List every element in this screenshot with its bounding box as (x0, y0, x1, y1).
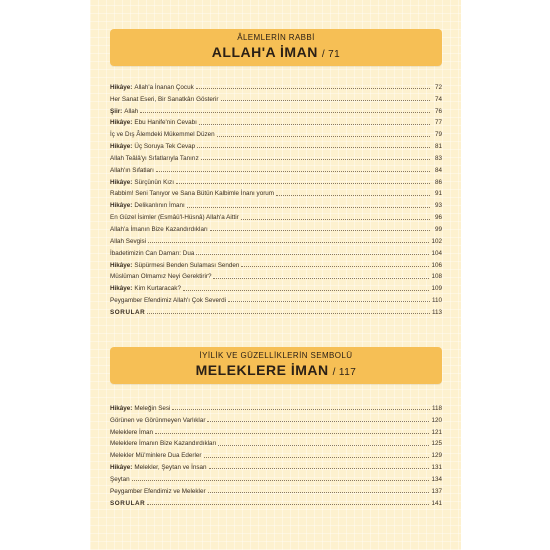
dot-leader (221, 100, 431, 101)
toc-entry-page: 118 (431, 404, 442, 412)
toc-entry-title (110, 190, 274, 197)
toc-entry-page: 96 (434, 214, 442, 222)
toc-entry-page: 99 (434, 225, 442, 233)
toc-entry-text: Allah Sevgisi (110, 237, 147, 245)
section1-slash: / (321, 49, 326, 60)
toc-entry (110, 103, 442, 115)
toc-entry-keyword: Hikâye: (110, 143, 133, 151)
toc-entry-title (110, 131, 215, 138)
toc-entry-title (110, 273, 211, 280)
dot-leader (241, 266, 429, 267)
toc-questions-page: 141 (431, 499, 442, 507)
toc-entry-title (110, 202, 185, 209)
toc-entry-page: 120 (431, 416, 442, 424)
toc-entry-text: Delikanlının İmanı (134, 202, 185, 210)
toc-entry-page: 104 (431, 249, 442, 257)
toc-entry-page: 91 (434, 190, 442, 198)
section1-toc (110, 79, 442, 316)
section2-subtitle: İYİLİK VE GÜZELLİKLERİN SEMBOLÜ (199, 351, 353, 360)
dot-leader (209, 468, 430, 469)
toc-entry-title (110, 440, 216, 447)
toc-entry (110, 174, 442, 186)
toc-entry-keyword: Hikâye: (110, 178, 133, 186)
toc-entry-title (110, 214, 239, 221)
dot-leader (196, 88, 430, 89)
toc-entry-title (110, 417, 205, 424)
toc-entry (110, 447, 442, 459)
toc-entry-page: 74 (434, 95, 442, 103)
section1-banner (110, 29, 442, 66)
toc-entry-text: Ebu Hanife'nin Cevabı (134, 119, 197, 127)
toc-entry-keyword: Hikâye: (110, 83, 133, 91)
toc-entry (110, 292, 442, 304)
toc-questions (110, 304, 442, 316)
dot-leader (155, 433, 429, 434)
toc-entry (110, 209, 442, 221)
section1-page: 71 (328, 49, 341, 60)
toc-entry-title (110, 238, 146, 245)
toc-entry-page: 86 (434, 178, 442, 186)
dot-leader (276, 195, 430, 196)
toc-entry-text: Peygamber Efendimiz Allah'ı Çok Severdi (110, 297, 227, 305)
dot-leader (176, 183, 430, 184)
dot-leader (208, 492, 430, 493)
toc-entry-page: 134 (431, 475, 442, 483)
toc-entry-text: İç ve Dış Âlemdeki Mükemmel Düzen (110, 131, 215, 139)
toc-entry-page: 81 (434, 143, 442, 151)
toc-entry-keyword: Hikâye: (110, 119, 133, 127)
toc-entry (110, 280, 442, 292)
toc-entry-page: 125 (431, 440, 442, 448)
toc-entry-page: 79 (434, 131, 442, 139)
toc-entry-keyword: Hikâye: (110, 261, 133, 269)
toc-entry (110, 257, 442, 269)
toc-entry (110, 269, 442, 281)
dot-leader (148, 242, 429, 243)
toc-entry-title (110, 262, 239, 269)
toc-entry-text: İbadetimizin Can Damarı: Dua (110, 249, 195, 257)
toc-entry-text: Meleğin Sesi (134, 404, 171, 412)
toc-entry-title (110, 119, 197, 126)
toc-entry-title (110, 250, 194, 257)
dot-leader (201, 159, 430, 160)
section1-subtitle: ÂLEMLERİN RABBİ (237, 33, 315, 42)
toc-entry-page: 110 (431, 297, 442, 305)
dot-leader (217, 136, 430, 137)
toc-entry (110, 459, 442, 471)
toc-questions-title: SORULAR (110, 308, 146, 316)
toc-entry (110, 126, 442, 138)
section1-title: ALLAH'A İMAN (211, 44, 318, 60)
dot-leader (132, 480, 430, 481)
toc-entry-text: Allah'a İnanan Çocuk (134, 83, 194, 91)
section2-page: 117 (338, 367, 357, 378)
dot-leader (199, 124, 430, 125)
section2-slash: / (332, 367, 336, 378)
toc-entry-title (110, 84, 194, 91)
toc-entry-keyword: Hikâye: (110, 464, 133, 472)
toc-entry (110, 138, 442, 150)
toc-entry-keyword: Hikâye: (110, 404, 133, 412)
section2-title: MELEKLERE İMAN (195, 362, 329, 378)
toc-questions (110, 495, 442, 507)
toc-entry-title (110, 464, 207, 471)
toc-entry-keyword: Şiir: (110, 107, 123, 115)
toc-entry-page: 77 (434, 119, 442, 127)
toc-entry-title (110, 429, 153, 436)
toc-entry-text: Allah'a İmanın Bize Kazandırdıkları (110, 225, 208, 233)
toc-entry-title (110, 143, 195, 150)
dot-leader (218, 445, 429, 446)
toc-entry-page: 102 (431, 237, 442, 245)
toc-entry-keyword: Hikâye: (110, 202, 133, 210)
toc-entry (110, 115, 442, 127)
dot-leader (156, 171, 430, 172)
toc-entry (110, 150, 442, 162)
toc-entry-text: Meleklere İmanın Bize Kazandırdıkları (110, 440, 217, 448)
toc-entry-title (110, 297, 226, 304)
section2-banner (110, 347, 442, 384)
toc-entry (110, 436, 442, 448)
toc-entry-text: Allah Teâlâ'yı Sıfatlarıyla Tanırız (110, 154, 199, 162)
section1-heading (110, 43, 442, 64)
toc-entry-title (110, 476, 130, 483)
dot-leader (204, 457, 430, 458)
toc-entry (110, 400, 442, 412)
toc-entry-page: 121 (431, 428, 442, 436)
toc-entry (110, 221, 442, 233)
toc-questions-title: SORULAR (110, 499, 146, 507)
toc-entry-page: 83 (434, 154, 442, 162)
toc-entry (110, 186, 442, 198)
dot-leader (147, 313, 430, 314)
toc-entry-text: Meleklere İman (110, 428, 154, 436)
dot-leader (183, 290, 430, 291)
dot-leader (197, 147, 430, 148)
dot-leader (228, 301, 430, 302)
toc-entry-page: 93 (434, 202, 442, 210)
toc-entry-text: Süpürmesi Benden Sulaması Senden (134, 261, 240, 269)
toc-entry-title (110, 452, 202, 459)
toc-entry-page: 108 (431, 273, 442, 281)
dot-leader (172, 409, 429, 410)
toc-entry-text: Melekler, Şeytan ve İnsan (134, 464, 207, 472)
toc-questions-page: 113 (431, 308, 442, 316)
toc-entry-page: 72 (434, 83, 442, 91)
toc-entry (110, 91, 442, 103)
toc-entry-text: Melekler Mü'minlere Dua Ederler (110, 452, 202, 460)
toc-entry-text: Allah (124, 107, 139, 115)
toc-entry-title (110, 405, 170, 412)
toc-entry-page: 76 (434, 107, 442, 115)
toc-entry-text: Şeytan (110, 475, 130, 483)
toc-entry (110, 79, 442, 91)
toc-entry-title (110, 488, 206, 495)
toc-entry-text: Müslüman Olmamız Neyi Gerektirir? (110, 273, 212, 281)
toc-entry (110, 245, 442, 257)
dot-leader (207, 421, 429, 422)
dot-leader (147, 504, 429, 505)
toc-entry-text: Üç Soruya Tek Cevap (134, 143, 196, 151)
toc-entry-page: 131 (431, 464, 442, 472)
toc-entry-title (110, 285, 181, 292)
dot-leader (187, 207, 430, 208)
dot-leader (196, 254, 429, 255)
toc-entry-text: Allah'ın Sıfatları (110, 166, 154, 174)
toc-entry-text: En Güzel İsimler (Esmâü'l-Hüsnâ) Allah'a Aittir (110, 214, 239, 222)
toc-entry (110, 471, 442, 483)
toc-entry (110, 483, 442, 495)
toc-entry-title (110, 179, 174, 186)
toc-entry-page: 129 (431, 452, 442, 460)
toc-entry (110, 233, 442, 245)
dot-leader (213, 278, 429, 279)
section2-heading (110, 361, 442, 382)
toc-entry-text: Peygamber Efendimiz ve Melekler (110, 487, 206, 495)
toc-entry-page: 106 (431, 261, 442, 269)
toc-entry-title (110, 226, 208, 233)
toc-entry-title (110, 155, 199, 162)
toc-entry (110, 162, 442, 174)
toc-entry-title (110, 96, 219, 103)
toc-entry (110, 197, 442, 209)
toc-entry-text: Her Sanat Eseri, Bir Sanatkârı Gösterir (110, 95, 219, 103)
toc-entry-keyword: Hikâye: (110, 285, 133, 293)
toc-entry-text: Kim Kurtaracak? (134, 285, 181, 293)
toc-entry-page: 109 (431, 285, 442, 293)
dot-leader (210, 230, 430, 231)
toc-entry-title (110, 167, 154, 174)
toc-entry (110, 424, 442, 436)
toc-entry-page: 137 (431, 487, 442, 495)
book-page (90, 0, 461, 550)
toc-entry-text: Rabbim! Seni Tanıyor ve Sana Bütün Kalbimle İnanı yorum (110, 190, 275, 198)
dot-leader (140, 112, 430, 113)
toc-entry-text: Görünen ve Görünmeyen Varlıklar (110, 416, 206, 424)
toc-entry-text: Sürçünün Kızı (134, 178, 174, 186)
toc-entry-title (110, 108, 138, 115)
toc-entry (110, 412, 442, 424)
dot-leader (241, 219, 430, 220)
section2-toc (110, 400, 442, 507)
toc-entry-page: 84 (434, 166, 442, 174)
